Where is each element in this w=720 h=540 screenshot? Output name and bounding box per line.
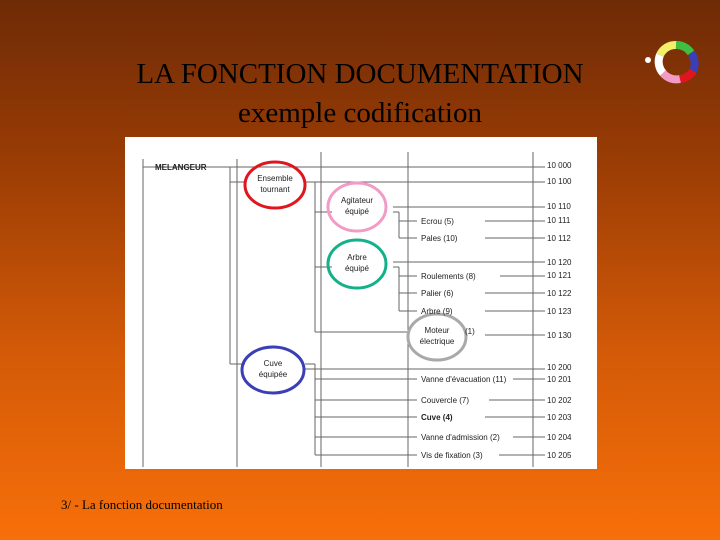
code-label: 10 203 — [547, 413, 572, 422]
svg-text:équipé: équipé — [344, 264, 370, 273]
part-vanne-admission: Vanne d'admission (2) — [421, 433, 500, 442]
part-arbre: Arbre (9) — [421, 307, 453, 316]
agitateur-equipe-node — [328, 183, 386, 231]
code-label: 10 122 — [547, 289, 572, 298]
code-label: 10 112 — [547, 234, 571, 243]
slide-title: LA FONCTION DOCUMENTATION — [136, 58, 584, 90]
code-label: 10 120 — [547, 258, 572, 267]
code-label: 10 202 — [547, 396, 572, 405]
svg-text:Moteur: Moteur — [424, 326, 450, 335]
part-couvercle: Couvercle (7) — [421, 396, 470, 405]
code-label: 10 130 — [547, 331, 572, 340]
svg-text:équipé: équipé — [344, 207, 370, 216]
codification-diagram — [125, 137, 597, 469]
root-label: MELANGEUR — [155, 163, 207, 172]
part-vanne-evacuation: Vanne d'évacuation (11) — [421, 375, 507, 384]
code-label: 10 205 — [547, 451, 572, 460]
svg-text:Ensemble: Ensemble — [257, 174, 293, 183]
code-label: 10 121 — [547, 271, 572, 280]
code-label: 10 111 — [547, 216, 571, 225]
code-label: 10 200 — [547, 363, 572, 372]
code-column — [547, 161, 572, 460]
code-label: 10 204 — [547, 433, 572, 442]
moteur-electrique-node — [408, 314, 475, 360]
ensemble-tournant-node — [245, 162, 305, 208]
svg-text:Arbre: Arbre — [347, 253, 367, 262]
part-ecrou: Ecrou (5) — [421, 217, 454, 226]
svg-text:équipée: équipée — [258, 370, 288, 379]
svg-text:Cuve: Cuve — [263, 359, 283, 368]
svg-text:tournant: tournant — [260, 185, 290, 194]
cuve-equipee-node — [242, 347, 304, 393]
svg-text:électrique: électrique — [419, 337, 455, 346]
code-label: 10 123 — [547, 307, 572, 316]
part-vis-fixation: Vis de fixation (3) — [421, 451, 483, 460]
arbre-equipe-node — [328, 240, 386, 288]
slide-footer: 3/ - La fonction documentation — [61, 497, 223, 512]
slide-subtitle: exemple codification — [238, 97, 482, 129]
code-label: 10 000 — [547, 161, 572, 170]
code-label: 10 201 — [547, 375, 572, 384]
code-label: 10 100 — [547, 177, 572, 186]
svg-text:Agitateur: Agitateur — [340, 196, 374, 205]
part-palier: Palier (6) — [421, 289, 454, 298]
color-wheel-logo — [640, 35, 712, 90]
part-pales: Pales (10) — [421, 234, 458, 243]
svg-text:(1): (1) — [465, 327, 475, 336]
code-label: 10 110 — [547, 202, 571, 211]
part-cuve: Cuve (4) — [421, 413, 453, 422]
part-roulements: Roulements (8) — [421, 272, 476, 281]
